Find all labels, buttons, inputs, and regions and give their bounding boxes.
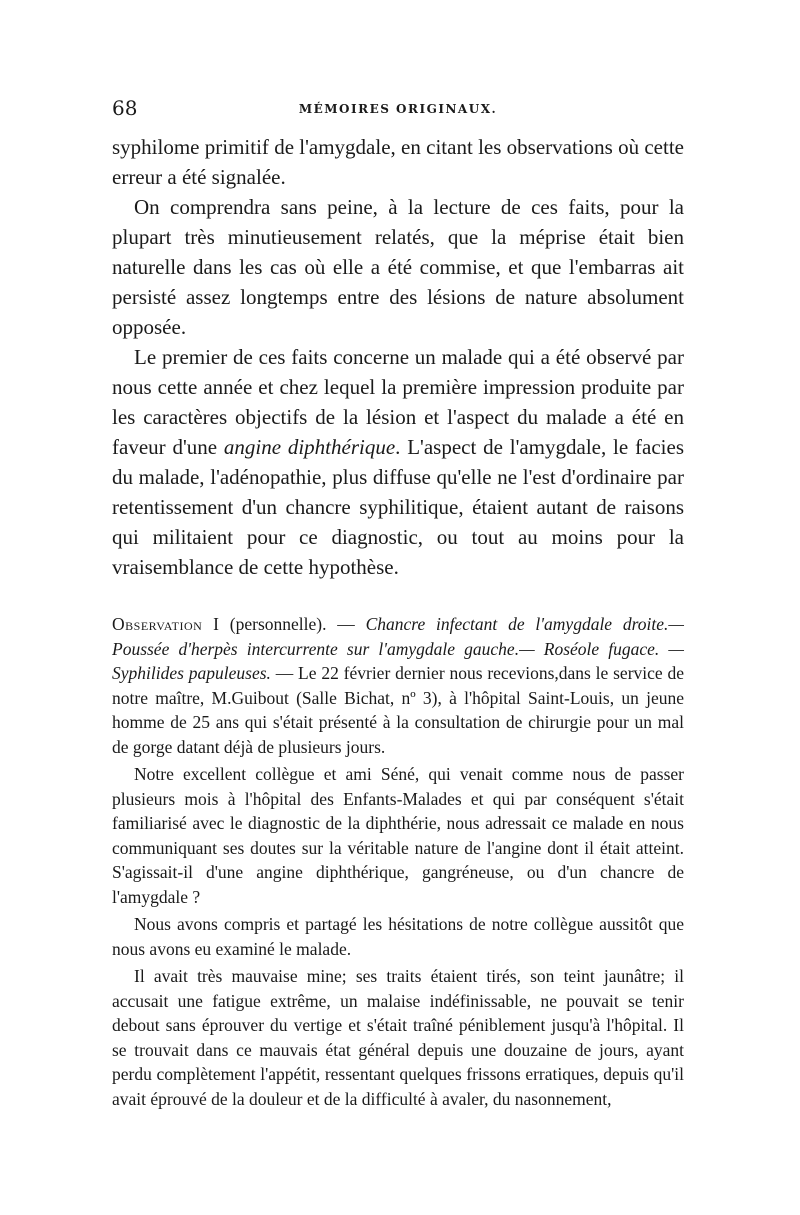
paragraph [112, 342, 684, 582]
italic-term: angine diphthérique [223, 435, 396, 459]
page-number: 68 [112, 96, 138, 120]
running-head: MÉMOIRES ORIGINAUX. [298, 102, 498, 116]
page-header [112, 96, 684, 126]
paragraph: On comprendra sans peine, à la lecture de ces faits, pour la plupart très minutieusement relatés, que la méprise était bien naturelle dans les cas où elle a été commise, et que l'embarras ait persisté assez longtemps entre des lésions de nature absolument opposée. [112, 195, 684, 339]
book-page [112, 96, 684, 1111]
observation-title: Chancre infectant de l'amygdale droite.— Poussée d'herpès intercurrente sur l'amygdale gauche.— Roséole fugace. — Syphilides papuleuses. [112, 614, 684, 683]
observation-number: I (personnelle). — [202, 614, 366, 634]
observation-paragraph: Nous avons compris et partagé les hésitations de notre collègue aussitôt que nous avons eu examiné le malade. [112, 914, 684, 959]
paragraph-text: Le premier de ces faits concerne un malade qui a été observé par nous cette année et chez lequel la première impression produite par les caractères objectifs de la lésion et l'aspect du malade a été en faveur d'une [112, 345, 684, 459]
observation-paragraph: Il avait très mauvaise mine; ses traits étaient tirés, son teint jaunâtre; il accusait une fatigue extrême, un malaise indéfinissable, ne pouvait se tenir debout sans éprouver du vertige et s'était traîné péniblement jusqu'à l'hôpital. Il se trouvait dans ce mauvais état général depuis une douzaine de jours, ayant perdu complètement l'appétit, ressentant quelques frissons erratiques, depuis qu'il avait éprouvé de la douleur et de la difficulté à avaler, du nasonnement, [112, 966, 684, 1109]
observation-label: Observation [112, 614, 203, 634]
paragraph-text: . L'aspect de l'amygdale, le facies du malade, l'adénopathie, plus diffuse qu'elle ne l'est d'ordinaire par retentissement d'un chancre syphilitique, étaient autant de raisons qui militaient pour ce diagnostic, ou tout au moins pour la vraisemblance de cette hypothèse. [112, 435, 684, 579]
observation-paragraph: Notre excellent collègue et ami Séné, qui venait comme nous de passer plusieurs mois à l'hôpital des Enfants-Malades et qui par conséquent s'était familiarisé avec le diagnostic de la diphthérie, nous adressait ce malade en nous communiquant ses doutes sur la véritable nature de l'angine dont il était atteint. S'agissait-il d'une angine diphthérique, gangréneuse, ou d'un chancre de l'amygdale ? [112, 764, 684, 907]
observation-intro: — Le 22 février dernier nous recevions,dans le service de notre maître, M.Guibout (Salle Bichat, nº 3), à l'hôpital Saint-Louis, un jeune homme de 25 ans qui s'était présenté à la consultation de chirurgie pour un mal de gorge datant déjà de plusieurs jours. [112, 663, 685, 757]
observation-heading-paragraph [112, 612, 684, 759]
main-text [112, 132, 684, 582]
paragraph-continuation: syphilome primitif de l'amygdale, en citant les observations où cette erreur a été signalée. [112, 135, 684, 189]
observation-section [112, 612, 684, 1111]
